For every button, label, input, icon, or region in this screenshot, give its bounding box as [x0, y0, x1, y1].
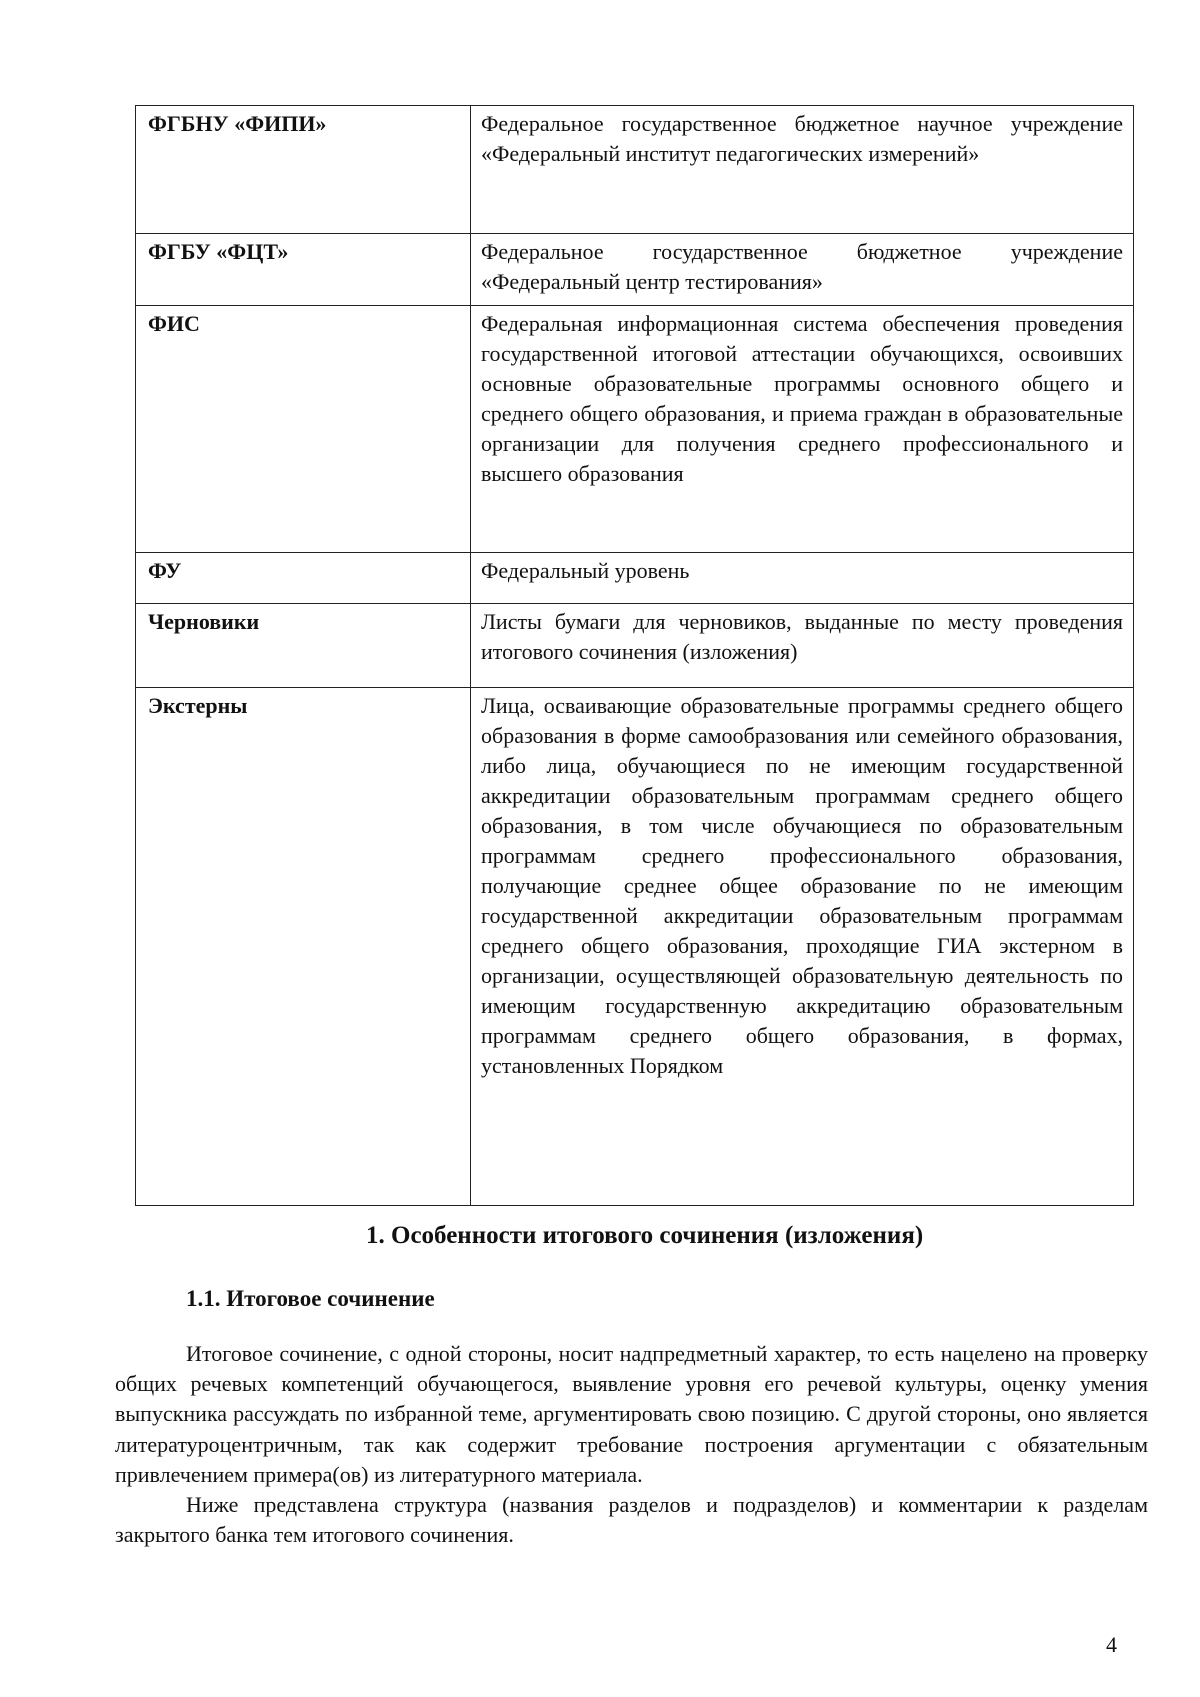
subsection-heading: 1.1. Итоговое сочинение: [186, 1286, 435, 1311]
table-row: [136, 234, 1134, 306]
definition-cell: Федеральный уровень: [471, 553, 1134, 604]
table-row: [136, 604, 1134, 688]
term-cell: Экстерны: [136, 688, 471, 1206]
term-cell: ФУ: [136, 553, 471, 604]
definition-cell: Лица, осваивающие образовательные программы среднего общего образования в форме самообразования или семейного образования, либо лица, обучающиеся по не имеющим государственной аккредитации образовательным программам среднего общего образования, в том числе обучающиеся по образовательным программам среднего профессионального образования, получающие среднее общее образование по не имеющим государственной аккредитации образовательным программам среднего общего образования, проходящие ГИА экстерном в организации, осуществляющей образовательную деятельность по имеющим государственную аккредитацию образовательным программам среднего общего образования, в формах, установленных Порядком: [471, 688, 1134, 1206]
table-row: [136, 106, 1134, 234]
section-body: [115, 1339, 1148, 1550]
term-cell: ФГБУ «ФЦТ»: [136, 234, 471, 306]
definition-cell: Федеральное государственное бюджетное научное учреждение «Федеральный институт педагогических измерений»: [471, 106, 1134, 234]
paragraph: Итоговое сочинение, с одной стороны, носит надпредметный характер, то есть нацелено на проверку общих речевых компетенций обучающегося, выявление уровня его речевой культуры, оценку умения выпускника рассуждать по избранной теме, аргументировать свою позицию. С другой стороны, оно является литературоцентричным, так как содержит требование построения аргументации с обязательным привлечением примера(ов) из литературного материала.: [115, 1341, 1148, 1487]
definition-cell: Федеральное государственное бюджетное учреждение «Федеральный центр тестирования»: [471, 234, 1134, 306]
definition-cell: Листы бумаги для черновиков, выданные по месту проведения итогового сочинения (изложения): [471, 604, 1134, 688]
term-cell: ФГБНУ «ФИПИ»: [136, 106, 471, 234]
table-row: [136, 306, 1134, 553]
section-heading: 1. Особенности итогового сочинения (изложения): [366, 1222, 924, 1249]
page-number: 4: [1106, 1632, 1117, 1657]
table-row: [136, 553, 1134, 604]
term-cell: ФИС: [136, 306, 471, 553]
definition-cell: Федеральная информационная система обеспечения проведения государственной итоговой аттестации обучающихся, освоивших основные образовательные программы основного общего и среднего общего образования, и приема граждан в образовательные организации для получения среднего профессионального и высшего образования: [471, 306, 1134, 553]
paragraph: Ниже представлена структура (названия разделов и подразделов) и комментарии к разделам закрытого банка тем итогового сочинения.: [115, 1492, 1148, 1548]
table-row: [136, 688, 1134, 1206]
abbreviations-table: [135, 105, 1134, 1206]
term-cell: Черновики: [136, 604, 471, 688]
